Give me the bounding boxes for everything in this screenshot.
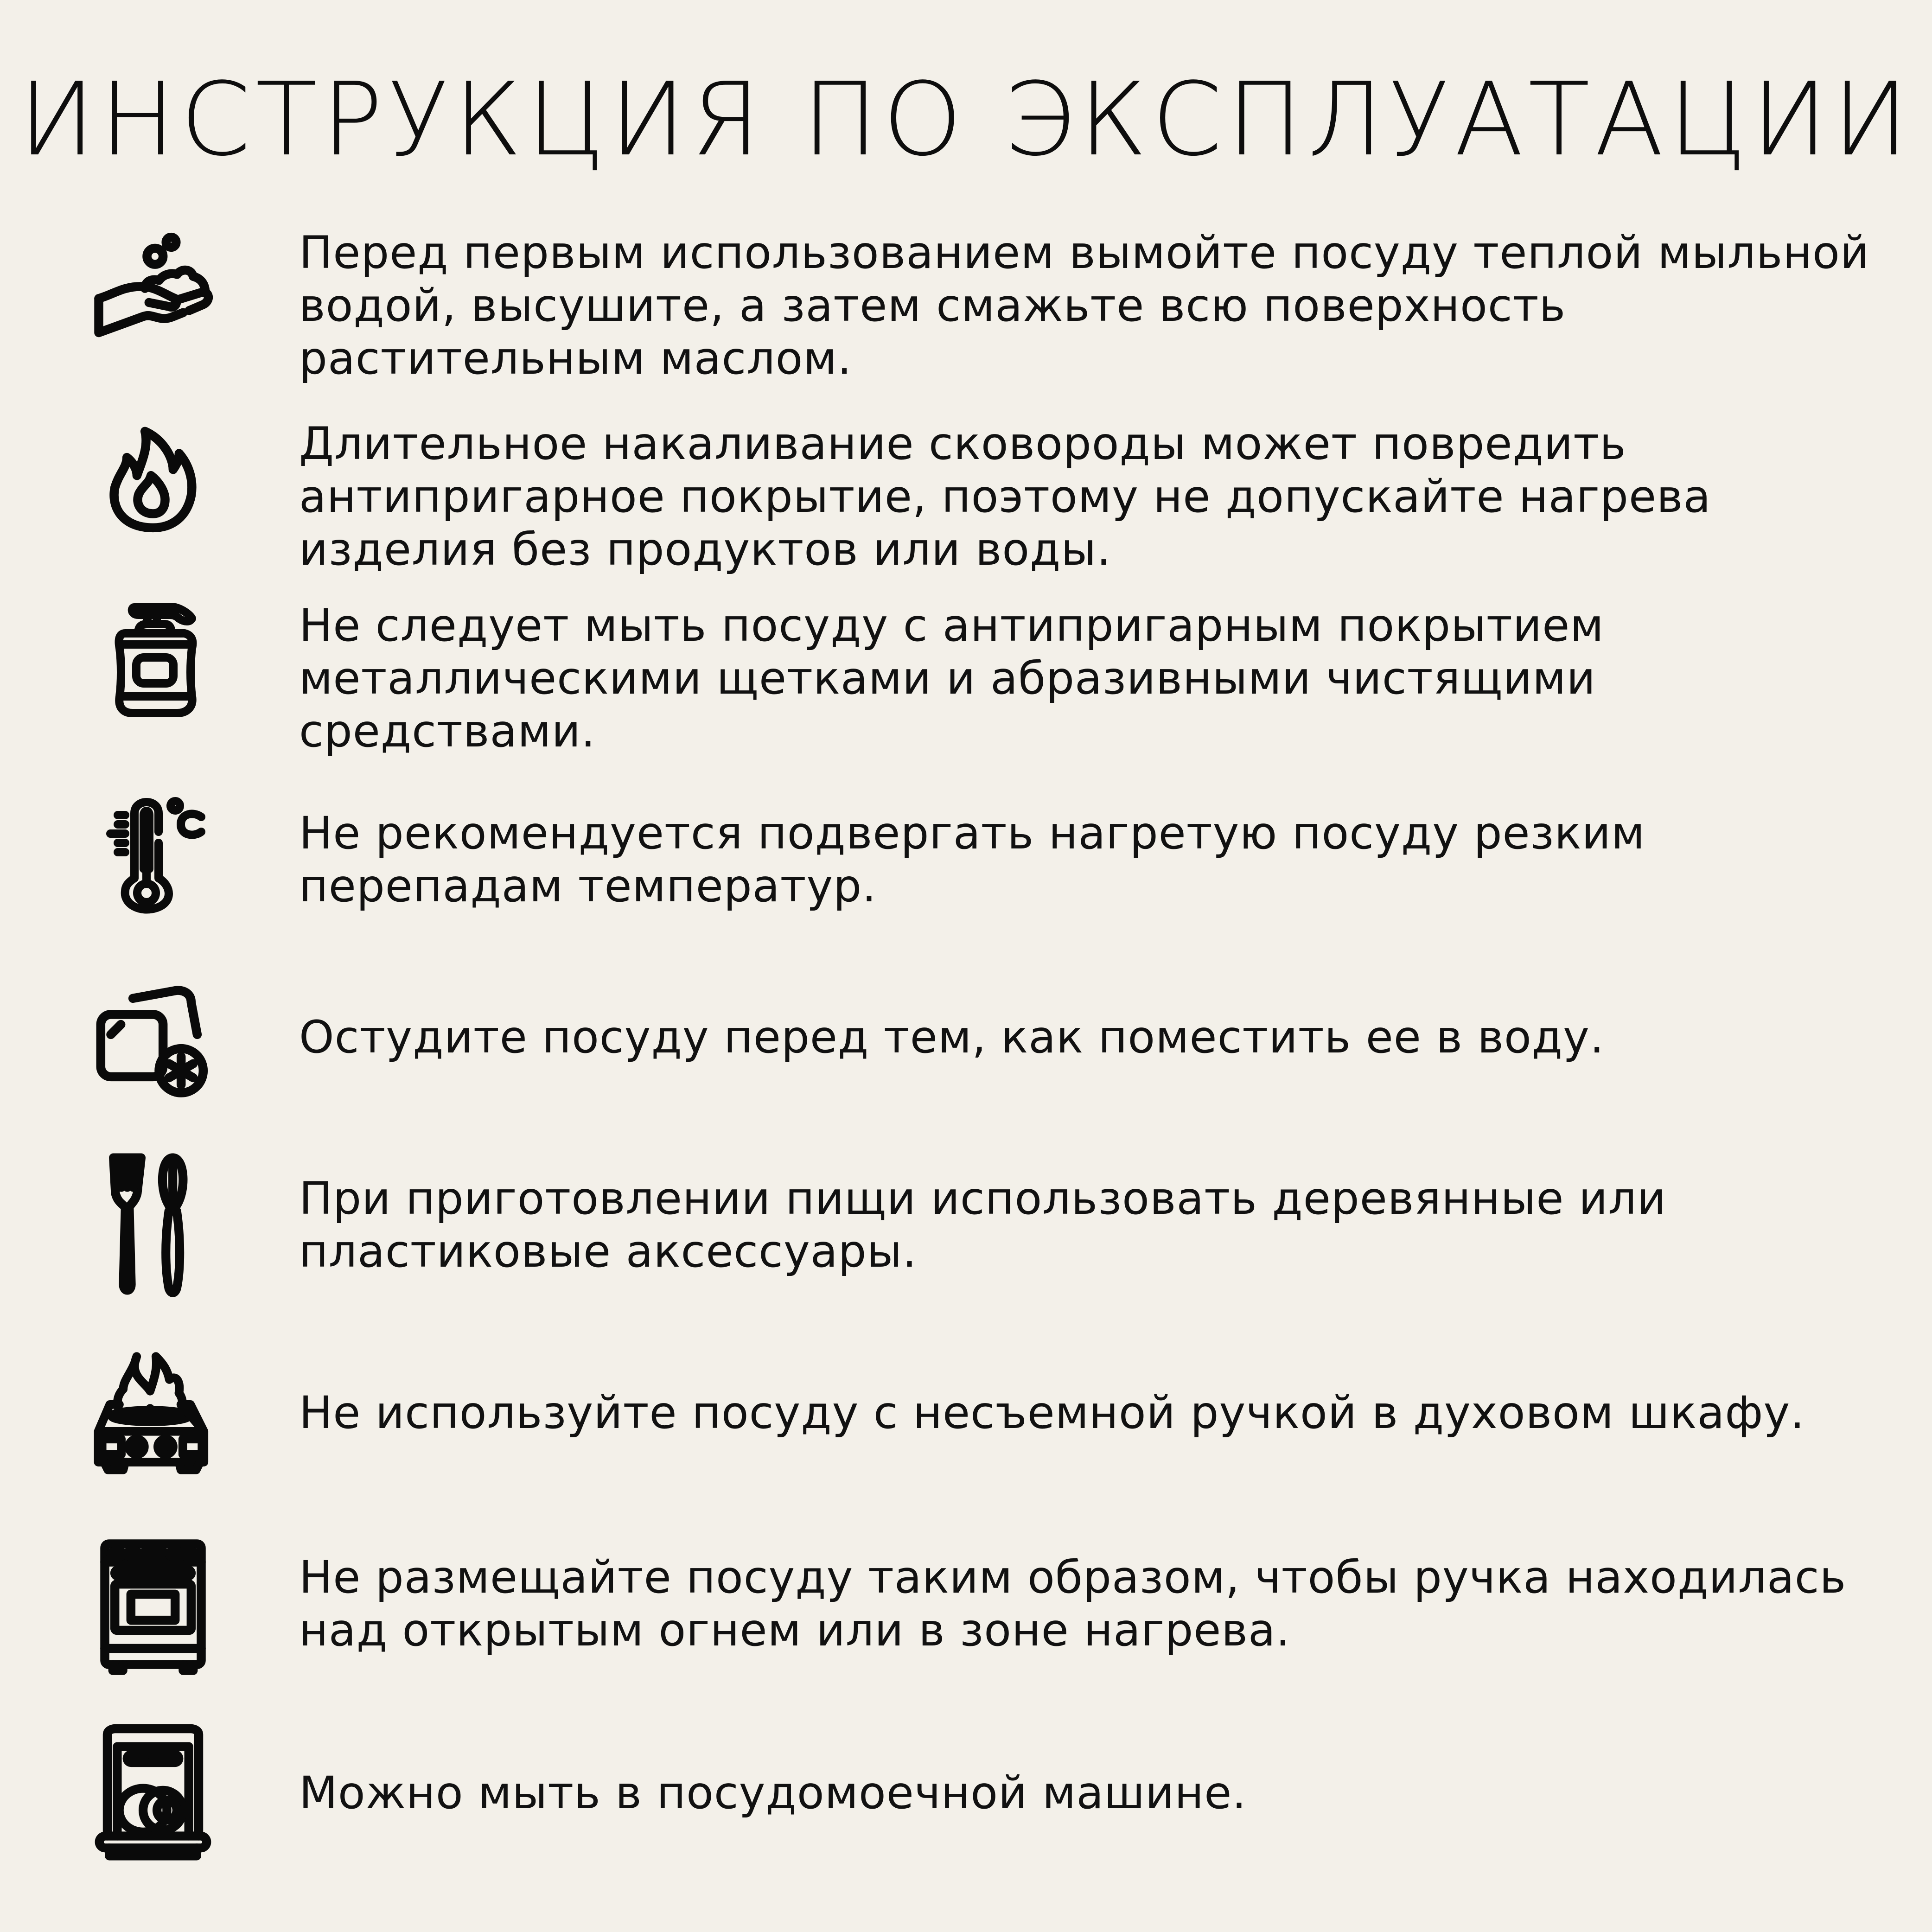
fire-icon [83, 408, 223, 547]
page-title: ИНСТРУКЦИЯ ПО ЭКСПЛУАТАЦИИ [19, 61, 1913, 179]
instruction-text: Не размещайте посуду таким образом, чтобы ручка находилась над открытым огнем или в зоне нагрева. [299, 1551, 1847, 1656]
thermometer-celsius-icon [83, 784, 223, 923]
ice-cubes-snowflake-icon [83, 969, 223, 1108]
hand-wash-icon [83, 218, 223, 357]
instruction-text: Не используйте посуду с несъемной ручкой в духовом шкафу. [299, 1387, 1805, 1439]
instruction-text: Не следует мыть посуду с антипригарным покрытием металлическими щетками и абразивными чистящими средствами. [299, 599, 1604, 757]
oven-icon [83, 1530, 223, 1678]
instruction-text: Длительное накаливание сковороды может повредить антипригарное покрытие, поэтому не допускайте нагрева изделия без продуктов или воды. [299, 418, 1711, 575]
dishwasher-icon [83, 1725, 223, 1864]
detergent-bottle-icon [83, 589, 223, 728]
gas-stove-flame-icon [83, 1345, 223, 1484]
instruction-text: Не рекомендуется подвергать нагретую посуду резким перепадам температур. [299, 807, 1645, 912]
instruction-text: Перед первым использованием вымойте посуду теплой мыльной водой, высушите, а затем смажьте всю поверхность растительным маслом. [299, 227, 1870, 384]
instruction-text: Остудите посуду перед тем, как поместить ее в воду. [299, 1011, 1605, 1063]
spatula-whisk-icon [83, 1145, 223, 1303]
instruction-text: Можно мыть в посудомоечной машине. [299, 1767, 1247, 1819]
instruction-text: При приготовлении пищи использовать деревянные или пластиковые аксессуары. [299, 1173, 1667, 1277]
